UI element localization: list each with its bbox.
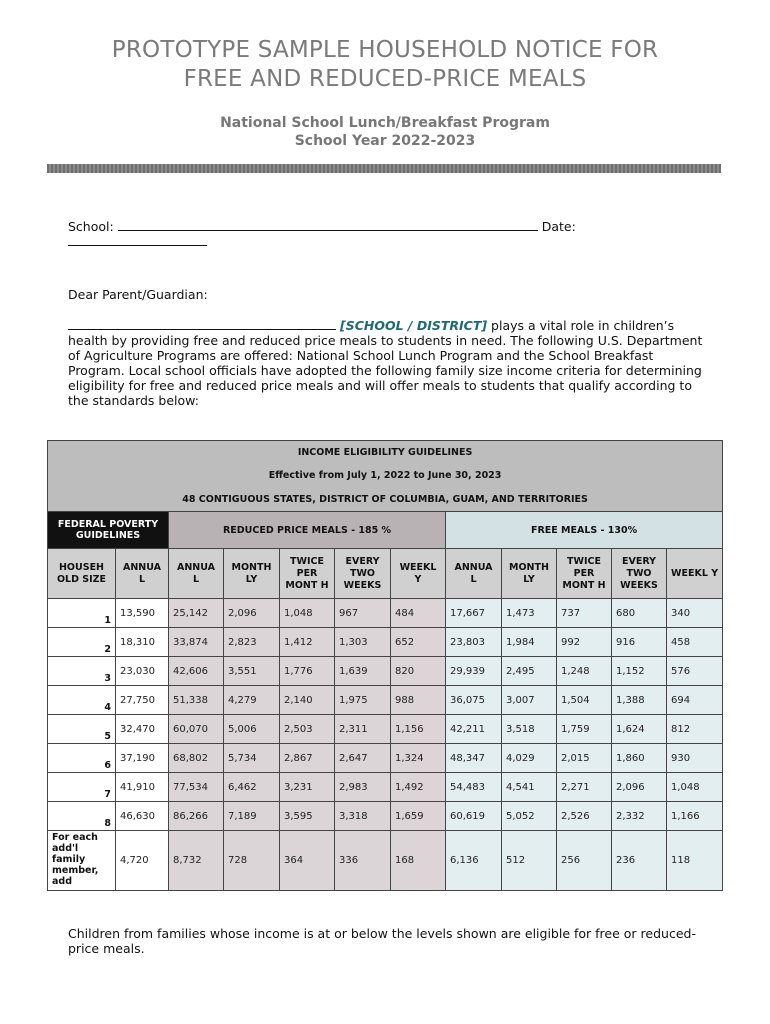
cell: 23,803 xyxy=(446,628,502,657)
cell: 2,495 xyxy=(502,657,557,686)
cell: 1,156 xyxy=(391,715,446,744)
date-line xyxy=(68,234,207,249)
cell: 48,347 xyxy=(446,744,502,773)
cell: 652 xyxy=(391,628,446,657)
household-size-cell: 5 xyxy=(48,715,116,744)
free-meals-header: FREE MEALS - 130% xyxy=(446,512,723,549)
cell: 4,279 xyxy=(224,686,280,715)
cell: 4,541 xyxy=(502,773,557,802)
cell: 1,048 xyxy=(280,599,335,628)
col-reduced-every-two: EVERY TWO WEEKS xyxy=(335,549,391,599)
cell: 967 xyxy=(335,599,391,628)
paragraph-body: health by providing free and reduced price meals to students in need. The following U.S. Department of Agriculture Programs are offered: National School Lunch Program and the School Breakfast Program. Local school officials have adopted the following family size income criteria for determining eligibility for free and reduced price meals and will offer meals to students that qualify according to the standards below: xyxy=(68,333,703,408)
cell: 118 xyxy=(667,831,723,891)
cell: 2,526 xyxy=(557,802,612,831)
cell: 13,590 xyxy=(116,599,169,628)
col-free-annual: ANNUA L xyxy=(446,549,502,599)
col-reduced-annual: ANNUA L xyxy=(169,549,224,599)
document-subtitle xyxy=(0,114,770,150)
footer-note: Children from families whose income is at or below the levels shown are eligible for free or reduced-price meals. xyxy=(68,926,696,956)
household-size-cell: 4 xyxy=(48,686,116,715)
cell: 2,867 xyxy=(280,744,335,773)
cell: 1,166 xyxy=(667,802,723,831)
cell: 2,271 xyxy=(557,773,612,802)
federal-poverty-header: FEDERAL POVERTY GUIDELINES xyxy=(48,512,169,549)
cell: 336 xyxy=(335,831,391,891)
cell: 51,338 xyxy=(169,686,224,715)
cell: 33,874 xyxy=(169,628,224,657)
cell: 1,759 xyxy=(557,715,612,744)
cell: 1,324 xyxy=(391,744,446,773)
cell: 340 xyxy=(667,599,723,628)
date-blank[interactable] xyxy=(68,234,207,246)
cell: 1,492 xyxy=(391,773,446,802)
cell: 168 xyxy=(391,831,446,891)
cell: 2,096 xyxy=(224,599,280,628)
cell: 916 xyxy=(612,628,667,657)
cell: 1,504 xyxy=(557,686,612,715)
cell: 820 xyxy=(391,657,446,686)
cell: 2,015 xyxy=(557,744,612,773)
cell: 7,189 xyxy=(224,802,280,831)
cell: 1,303 xyxy=(335,628,391,657)
household-size-cell: 7 xyxy=(48,773,116,802)
cell: 1,624 xyxy=(612,715,667,744)
cell: 256 xyxy=(557,831,612,891)
table-row xyxy=(48,715,723,744)
cell: 3,595 xyxy=(280,802,335,831)
cell: 992 xyxy=(557,628,612,657)
cell: 23,030 xyxy=(116,657,169,686)
household-size-cell: 2 xyxy=(48,628,116,657)
cell: 36,075 xyxy=(446,686,502,715)
title-line-2: FREE AND REDUCED-PRICE MEALS xyxy=(183,66,587,92)
cell: 930 xyxy=(667,744,723,773)
cell: 42,606 xyxy=(169,657,224,686)
paragraph-first-line: plays a vital role in children’s xyxy=(487,318,675,333)
cell: 2,096 xyxy=(612,773,667,802)
cell: 737 xyxy=(557,599,612,628)
cell: 1,860 xyxy=(612,744,667,773)
cell: 4,029 xyxy=(502,744,557,773)
col-free-weekly: WEEKL Y xyxy=(667,549,723,599)
cell: 1,152 xyxy=(612,657,667,686)
district-placeholder: [SCHOOL / DISTRICT] xyxy=(339,318,488,333)
table-region: 48 CONTIGUOUS STATES, DISTRICT OF COLUMBIA, GUAM, AND TERRITORIES xyxy=(48,488,723,512)
table-effective-date: Effective from July 1, 2022 to June 30, 2023 xyxy=(48,464,723,488)
cell: 5,734 xyxy=(224,744,280,773)
cell: 32,470 xyxy=(116,715,169,744)
cell: 1,473 xyxy=(502,599,557,628)
cell: 2,647 xyxy=(335,744,391,773)
cell: 3,231 xyxy=(280,773,335,802)
household-size-cell: 3 xyxy=(48,657,116,686)
subtitle-line-1: National School Lunch/Breakfast Program xyxy=(220,115,550,131)
date-label: Date: xyxy=(541,219,576,234)
household-size-cell: 1 xyxy=(48,599,116,628)
cell: 60,070 xyxy=(169,715,224,744)
cell: 680 xyxy=(612,599,667,628)
table-row xyxy=(48,802,723,831)
cell: 3,318 xyxy=(335,802,391,831)
col-free-every-two: EVERY TWO WEEKS xyxy=(612,549,667,599)
cell: 3,518 xyxy=(502,715,557,744)
cell: 2,983 xyxy=(335,773,391,802)
cell: 576 xyxy=(667,657,723,686)
cell: 1,984 xyxy=(502,628,557,657)
table-row xyxy=(48,657,723,686)
document-title xyxy=(0,36,770,94)
school-line xyxy=(68,219,576,234)
cell: 728 xyxy=(224,831,280,891)
cell: 694 xyxy=(667,686,723,715)
district-blank[interactable] xyxy=(68,318,336,330)
table-row xyxy=(48,744,723,773)
cell: 1,388 xyxy=(612,686,667,715)
salutation: Dear Parent/Guardian: xyxy=(68,287,208,302)
additional-member-row xyxy=(48,831,723,891)
cell: 29,939 xyxy=(446,657,502,686)
cell: 37,190 xyxy=(116,744,169,773)
cell: 1,776 xyxy=(280,657,335,686)
col-reduced-twice: TWICE PER MONT H xyxy=(280,549,335,599)
col-free-twice: TWICE PER MONT H xyxy=(557,549,612,599)
cell: 2,823 xyxy=(224,628,280,657)
col-fpg-annual: ANNUA L xyxy=(116,549,169,599)
cell: 8,732 xyxy=(169,831,224,891)
cell: 18,310 xyxy=(116,628,169,657)
cell: 68,802 xyxy=(169,744,224,773)
cell: 512 xyxy=(502,831,557,891)
cell: 236 xyxy=(612,831,667,891)
household-size-cell: 8 xyxy=(48,802,116,831)
cell: 86,266 xyxy=(169,802,224,831)
cell: 812 xyxy=(667,715,723,744)
cell: 2,503 xyxy=(280,715,335,744)
cell: 3,551 xyxy=(224,657,280,686)
cell: 3,007 xyxy=(502,686,557,715)
cell: 6,136 xyxy=(446,831,502,891)
title-line-1: PROTOTYPE SAMPLE HOUSEHOLD NOTICE FOR xyxy=(111,37,659,63)
cell: 41,910 xyxy=(116,773,169,802)
school-blank[interactable] xyxy=(118,219,538,231)
col-free-monthly: MONTH LY xyxy=(502,549,557,599)
cell: 46,630 xyxy=(116,802,169,831)
additional-member-label: For each add'l family member, add xyxy=(48,831,116,891)
cell: 42,211 xyxy=(446,715,502,744)
income-eligibility-table xyxy=(47,440,723,891)
table-row xyxy=(48,773,723,802)
subtitle-line-2: School Year 2022-2023 xyxy=(294,133,476,149)
table-row xyxy=(48,686,723,715)
cell: 4,720 xyxy=(116,831,169,891)
cell: 2,332 xyxy=(612,802,667,831)
cell: 27,750 xyxy=(116,686,169,715)
cell: 458 xyxy=(667,628,723,657)
cell: 988 xyxy=(391,686,446,715)
cell: 2,140 xyxy=(280,686,335,715)
col-reduced-monthly: MONTH LY xyxy=(224,549,280,599)
cell: 17,667 xyxy=(446,599,502,628)
cell: 54,483 xyxy=(446,773,502,802)
intro-paragraph xyxy=(68,318,708,408)
cell: 60,619 xyxy=(446,802,502,831)
cell: 1,412 xyxy=(280,628,335,657)
cell: 484 xyxy=(391,599,446,628)
cell: 6,462 xyxy=(224,773,280,802)
col-household-size: HOUSEH OLD SIZE xyxy=(48,549,116,599)
household-size-cell: 6 xyxy=(48,744,116,773)
cell: 364 xyxy=(280,831,335,891)
table-row xyxy=(48,628,723,657)
table-row xyxy=(48,599,723,628)
cell: 25,142 xyxy=(169,599,224,628)
school-label: School: xyxy=(68,219,114,234)
cell: 5,006 xyxy=(224,715,280,744)
cell: 1,248 xyxy=(557,657,612,686)
col-reduced-weekly: WEEKL Y xyxy=(391,549,446,599)
cell: 2,311 xyxy=(335,715,391,744)
cell: 1,639 xyxy=(335,657,391,686)
table-heading: INCOME ELIGIBILITY GUIDELINES xyxy=(48,441,723,464)
cell: 1,048 xyxy=(667,773,723,802)
header-divider-bar xyxy=(47,164,721,173)
cell: 77,534 xyxy=(169,773,224,802)
reduced-price-header: REDUCED PRICE MEALS - 185 % xyxy=(169,512,446,549)
cell: 1,975 xyxy=(335,686,391,715)
cell: 1,659 xyxy=(391,802,446,831)
cell: 5,052 xyxy=(502,802,557,831)
